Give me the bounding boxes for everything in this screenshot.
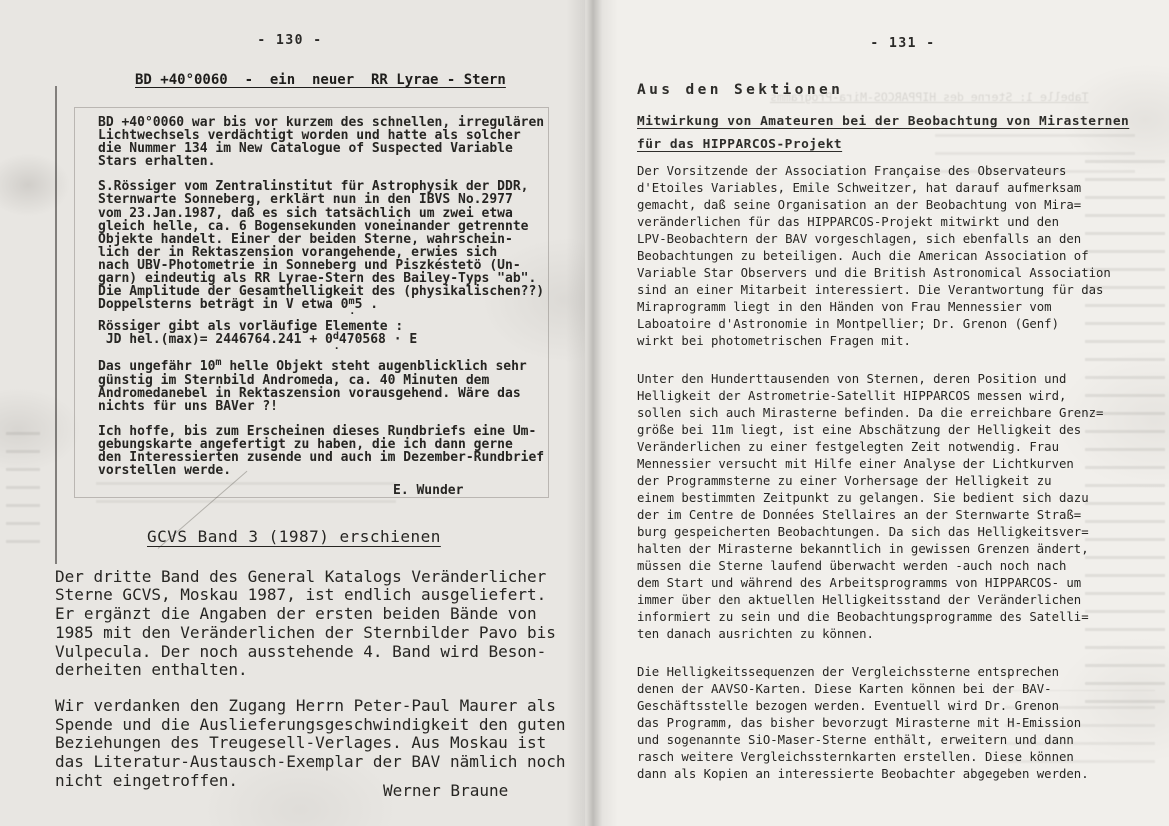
section-heading: Aus den Sektionen — [637, 82, 844, 98]
article2-body — [55, 520, 571, 801]
article1-paragraph-4 — [98, 357, 560, 414]
article1-elements-formula — [98, 320, 560, 347]
article2-signature: Werner Braune — [383, 781, 509, 801]
superscript-magnitude: $^m$ . — [348, 296, 354, 307]
formula-prefix: Rössiger gibt als vorläufige Elemente : JD hel.(max)= 2446764.241 + 0 — [98, 319, 404, 348]
article2-title: GCVS Band 3 (1987) erschienen — [147, 527, 441, 546]
superscript-days: $^d$ . — [333, 331, 339, 342]
article1-paragraph-1: BD +40°0060 war bis vor kurzem des schnellen, irregulären Lichtwechsels verdächtigt worden und hatte als solcher die Nummer 134 im New Catalogue of Suspected Variable Stars erhalten. — [98, 115, 545, 170]
page-number-131: - 131 - — [870, 36, 936, 51]
right-article-body — [637, 163, 1147, 804]
article2-paragraph-2: Wir verdanken den Zugang Herrn Peter-Paul Maurer als Spende und die Auslieferungsgeschwindigkeit den guten Beziehungen des Treugesell-Verlages. Aus Moskau ist das Literatur-Austausch-Exemplar der BAV nämlich noch nicht eingetroffen. — [55, 695, 566, 790]
article1-body — [98, 116, 560, 497]
bleedthrough-text: Tabelle 1: Sterne des HIPPARCOS-Mira-Programms — [770, 90, 1089, 104]
right-paragraph-1: Der Vorsitzende der Association Française des Observateurs d'Etoiles Variables, Emile Schweitzer, hat darauf aufmerksam gemacht, daß seine Organisation an der Beobachtung von Mira= veränderlichen für das HIPPARCOS-Projekt mitwirkt und den LPV-Beobachtern der BAV vorgeschlagen, sich ebenfalls an den Beobachtungen zu beteiligen. Auch die American Association of Variable Star Observers und die British Astronomical Association sind an einer Mitarbeit interessiert. Die Verantwortung für das Miraprogramm liegt in den Händen von Frau Mennessier vom Laboatoire d'Astronomie in Montpellier; Dr. Grenon (Genf) wirkt bei photometrischen Fragen mit. — [637, 164, 1111, 348]
article1-paragraph-2 — [98, 180, 560, 312]
page-number-130: - 130 - — [257, 33, 323, 48]
article1-paragraph-4-end: helle Objekt steht augenblicklich sehr günstig im Sternbild Andromeda, ca. 40 Minuten dem Andromedanebel in Rektaszension vorausgehend. Wäre das nichts für uns BAVer ?! — [98, 358, 527, 414]
superscript-magnitude-10m: m — [215, 357, 222, 369]
photocopy-edge-line — [55, 86, 57, 564]
right-paragraph-3: Die Helligkeitssequenzen der Vergleichssterne entsprechen denen der AAVSO-Karten. Diese Karten können bei der BAV- Geschäftsstelle bezogen werden. Eventuell wird Dr. Grenon das Programm, das bisher bevorzugt Mirasterne mit H-Emission und sogenannte SiO-Maser-Sterne enthält, erweitern und dann rasch weitere Vergleichssternkarten erstellen. Diese können dann als Kopien an interessierte Beobachter abgegeben werden. — [637, 665, 1089, 781]
article1-title: BD +40°0060 - ein neuer RR Lyrae - Stern — [135, 72, 506, 88]
ink-smudge-artifact — [6, 430, 40, 550]
right-article-title: Mitwirkung von Amateuren bei der Beobachtung von Mirasternen für das HIPPARCOS-Projekt — [637, 114, 1130, 152]
article1-signature: E. Wunder — [393, 483, 464, 499]
article2-paragraph-1: Der dritte Band des General Katalogs Veränderlicher Sterne GCVS, Moskau 1987, ist endlich ausgeliefert. Er ergänzt die Angaben der ersten beiden Bände von 1985 mit den Veränderlichen der Sternbilder Pavo bis Vulpecula. Der noch ausstehende 4. Band wird Beson- derheiten enthalten. — [55, 566, 556, 680]
formula-suffix: 470568 · E — [338, 332, 418, 348]
right-paragraph-2: Unter den Hunderttausenden von Sternen, deren Position und Helligkeit der Astrometrie-Satellit HIPPARCOS messen wird, sollen sich auch Mirasterne befinden. Da die erreichbare Grenz= größe bei 11m liegt, ist eine Abschätzung der Helligkeit des Veränderlichen zu einer festgelegten Zeit notwendig. Frau Mennessier versucht mit Hilfe einer Analyse der Lichtkurven der Programmsterne zu einer Vorhersage der Helligkeit zu einem bestimmten Zeitpunkt zu gelangen. Sie bedient sich dazu der im Centre de Données Stellaires an der Sternwarte Straß= burg gespeicherten Beobachtungen. Da sich das Helligkeitsver= halten der Mirasterne bekanntlich in gewissen Grenzen ändert, müssen die Sterne laufend überwacht werden -auch noch nach dem Start und während des Arbeitsprogramms von HIPPARCOS- um immer über den aktuellen Helligkeitsstand der Veränderlichen informiert zu sein und die Beobachtungsprogramme des Satelli= ten danach ausrichten zu können. — [637, 372, 1104, 641]
article1-paragraph-4-start: Das ungefähr 10 — [98, 358, 216, 374]
article1-paragraph-2-text: S.Rössiger vom Zentralinstitut für Astrophysik der DDR, Sternwarte Sonneberg, erklärt nun in den IBVS No.2977 vom 23.Jan.1987, daß es sich tatsächlich um zwei etwa gleich helle, ca. 6 Bogensekunden voneinander getrennte Objekte handelt. Einer der beiden Sterne, wahrschein- lich der in Rektaszension vorangehende, erwies sich nach UBV-Photometrie in Sonneberg und Piszkéstetö (Un- garn) eindeutig als RR Lyrae-Stern des Bailey-Typs "ab". Die Amplitude der Gesamthelligkeit des (physikalischen??) Doppelsterns beträgt in V etwa 0 — [98, 179, 545, 313]
page-131 — [585, 0, 1169, 826]
article1-paragraph-5: Ich hoffe, bis zum Erscheinen dieses Rundbriefs eine Um- gebungskarte angefertigt zu haben, die ich dann gerne den Interessierten zusende und auch im Dezember-Rundbrief vorstellen werde. — [98, 423, 545, 479]
article1-paragraph-2-end: 5 . — [354, 297, 379, 313]
